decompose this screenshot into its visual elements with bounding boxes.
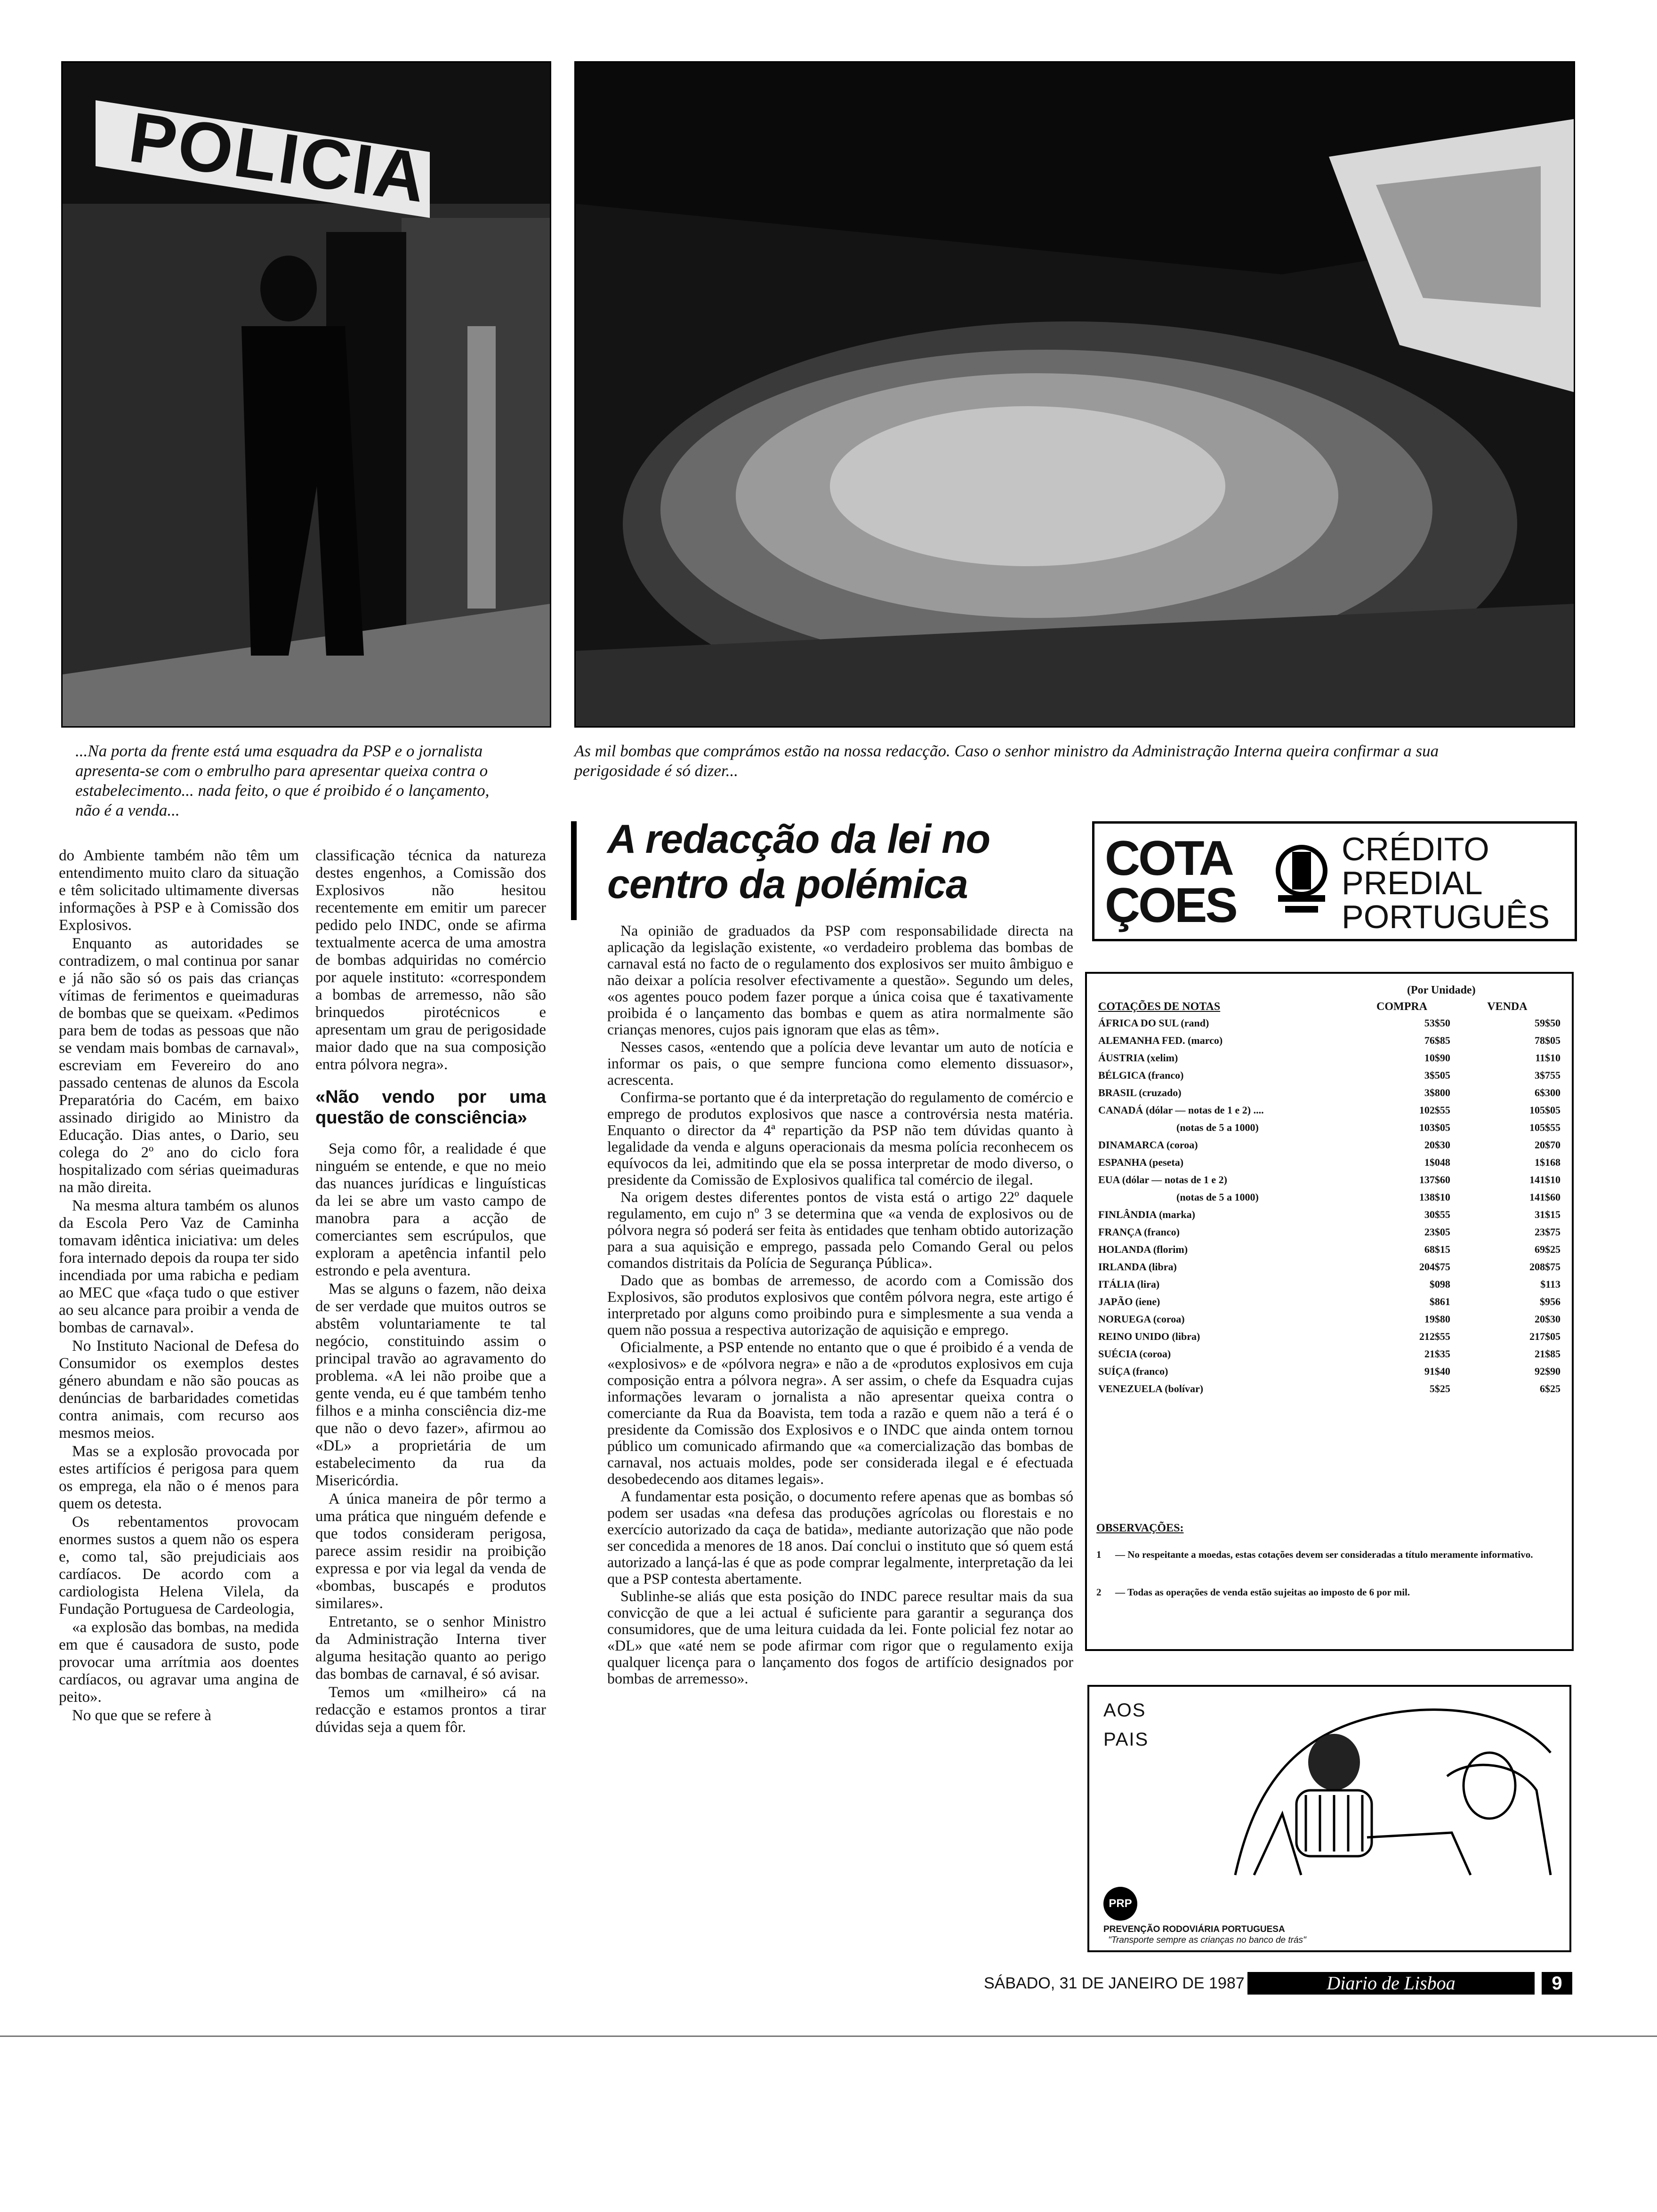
- currency-venda: 21$85: [1535, 1347, 1560, 1360]
- currency-name: CANADÁ (dólar — notas de 1 e 2) ....: [1098, 1104, 1264, 1116]
- currency-name: FRANÇA (franco): [1098, 1226, 1180, 1238]
- article-paragraph: Temos um «milheiro» cá na redacção e estamos prontos a tirar dúvidas seja a quem fôr.: [315, 1684, 546, 1736]
- bombs-pile-illustration: [576, 63, 1574, 726]
- currency-venda: 217$05: [1529, 1330, 1560, 1342]
- currency-venda: 78$05: [1535, 1034, 1560, 1046]
- observacao-text: — Todas as operações de venda estão sujeitas ao imposto de 6 por mil.: [1115, 1587, 1410, 1598]
- article-paragraph: Sublinhe-se aliás que esta posição do INDC parece resultar mais da sua convicção de que a lei actual é suficiente para garantir a segurança dos consumidores, que de uma leitura cuidada da lei. Fonte policial fez notar ao «DL» que «até nem se pode afirmar com rigor que o regulamento exija qualquer licença para o lançamento dos fogos de artifício designados por bombas de arremesso».: [607, 1587, 1073, 1687]
- article-paragraph: Na origem destes diferentes pontos de vista está o artigo 22º daquele regulamento, em cujo nº 3 se determina que «a venda de explosivos ou de pólvora negra só poderá ser feita às entidades que tenham obtido autorização para a sua aquisição e emprego, passada pelo Comando Geral ou pelos comandos distritais da Polícia de Segurança Pública».: [607, 1188, 1073, 1271]
- observacoes-title: OBSERVAÇÕES:: [1096, 1522, 1184, 1534]
- currency-compra: 102$55: [1419, 1104, 1450, 1116]
- ad-slogan: "Transporte sempre as crianças no banco de trás": [1108, 1935, 1306, 1945]
- currency-name: ITÁLIA (lira): [1098, 1278, 1160, 1290]
- ad-line2: PAIS: [1103, 1729, 1149, 1750]
- page-number: 9: [1552, 1973, 1562, 1994]
- table-row: [1096, 1275, 1562, 1293]
- cotacoes-rows: [1096, 1014, 1562, 1397]
- table-row: [1096, 1380, 1562, 1397]
- observacao-text: — No respeitante a moedas, estas cotações devem ser consideradas a título meramente informativo.: [1115, 1549, 1533, 1560]
- table-row: [1096, 1066, 1562, 1084]
- currency-venda: 105$05: [1529, 1104, 1560, 1116]
- article-paragraph: Enquanto as autoridades se contradizem, o mal continua por sanar e já não são só os pais das crianças vítimas de ferimentos e queimaduras de bombas que se queixam. «Pedimos para bem de todas as pessoas que não se vendam mais bombas de carnaval», escreviam em Fevereiro do ano passado centenas de alunos da Escola Preparatória do Cacém, em baixo assinado dirigido ao Ministro da Educação. Dias antes, o Dario, seu colega do 2º ano do ciclo fora hospitalizado com sérias queimaduras na mão direita.: [59, 935, 299, 1196]
- currency-venda: 20$70: [1535, 1138, 1560, 1151]
- header-compra: COMPRA: [1376, 1001, 1428, 1013]
- currency-name: EUA (dólar — notas de 1 e 2): [1098, 1173, 1227, 1186]
- currency-name: SUÍÇA (franco): [1098, 1365, 1168, 1377]
- table-row: [1096, 1362, 1562, 1380]
- currency-compra: 23$05: [1424, 1226, 1450, 1238]
- bank-name-line2: PREDIAL: [1342, 865, 1483, 901]
- currency-compra: 21$35: [1424, 1347, 1450, 1360]
- photo-police-door: [61, 61, 551, 728]
- currency-name: (notas de 5 a 1000): [1176, 1191, 1259, 1203]
- article-paragraph: Nesses casos, «entendo que a polícia deve levantar um auto de notícia e informar os pais, o que sempre funciona como elemento dissuasor», acrescenta.: [607, 1038, 1073, 1088]
- currency-name: NORUEGA (coroa): [1098, 1313, 1185, 1325]
- currency-compra: 3$505: [1424, 1069, 1450, 1081]
- table-row: [1096, 1136, 1562, 1154]
- table-row: [1096, 1084, 1562, 1101]
- photo-right-caption: As mil bombas que comprámos estão na nossa redacção. Caso o senhor ministro da Administração Interna queira confirmar a sua perigosidade é só dizer...: [574, 742, 1439, 780]
- currency-compra: 19$80: [1424, 1313, 1450, 1325]
- table-row: [1096, 1345, 1562, 1362]
- currency-venda: 31$15: [1535, 1208, 1560, 1220]
- header-cotacoes: COTAÇÕES DE NOTAS: [1098, 1001, 1221, 1013]
- observacao-2: [1096, 1586, 1558, 1599]
- currency-compra: 204$75: [1419, 1260, 1450, 1273]
- currency-compra: 53$50: [1424, 1017, 1450, 1029]
- photo-left-caption: ...Na porta da frente está uma esquadra da PSP e o jornalista apresenta-se com o embrulho para apresentar queixa contra o estabelecimento... nada feito, o que é proibido é o lançamento, não é a venda...: [75, 742, 490, 819]
- observacao-number: 1: [1096, 1549, 1102, 1560]
- bank-name-line1: CRÉDITO: [1342, 831, 1489, 867]
- article2-headline: A redacção da lei no centro da polémica: [607, 817, 990, 907]
- photo-bombs-pile: [574, 61, 1575, 728]
- table-row: [1096, 1049, 1562, 1066]
- currency-compra: 103$05: [1419, 1121, 1450, 1133]
- currency-name: HOLANDA (florim): [1098, 1243, 1188, 1255]
- currency-venda: 20$30: [1535, 1313, 1560, 1325]
- footer-page-number: [1542, 1972, 1572, 1995]
- header-venda: VENDA: [1487, 1001, 1528, 1013]
- table-row: [1096, 1328, 1562, 1345]
- currency-compra: 137$60: [1419, 1173, 1450, 1186]
- currency-venda: 141$10: [1529, 1173, 1560, 1186]
- footer-masthead-bar: [1247, 1972, 1535, 1995]
- footer-paper-name: Diario de Lisboa: [1327, 1972, 1456, 1994]
- article-paragraph: Confirma-se portanto que é da interpretação do regulamento de comércio e emprego de produtos explosivos que nasce a controvérsia nesta matéria. Enquanto o director da 4ª repartição da PSP não tem dúvidas quanto à legalidade da venda e alguns operacionais da mesma polícia reconhecem os equívocos da lei, admitindo que ela se possa interpretar de modo diverso, o presidente da Comissão de Explosivos qualifica tal comércio de ilegal.: [607, 1089, 1073, 1188]
- table-row: [1096, 1223, 1562, 1241]
- currency-venda: 6$25: [1540, 1382, 1560, 1395]
- currency-compra: 30$55: [1424, 1208, 1450, 1220]
- cotacoes-logo-line2: ÇOES: [1105, 878, 1236, 933]
- table-row: [1096, 1241, 1562, 1258]
- table-row: [1096, 1258, 1562, 1275]
- prp-logo-text: PRP: [1109, 1897, 1132, 1910]
- article-paragraph: Na mesma altura também os alunos da Escola Pero Vaz de Caminha tomavam idêntica iniciativa: um deles fora internado depois da roupa ter sido incendiada por uma rabicha e pediam ao MEC que «faça tudo o que estiver ao seu alcance para proibir a venda de bombas de carnaval».: [59, 1197, 299, 1336]
- article-paragraph: No Instituto Nacional de Defesa do Consumidor os exemplos destes género abundam e não são poucas as denúncias de barbaridades cometidas contra animais, com recurso aos mesmos meios.: [59, 1338, 299, 1442]
- currency-name: VENEZUELA (bolívar): [1098, 1382, 1204, 1395]
- currency-name: (notas de 5 a 1000): [1176, 1121, 1259, 1133]
- article-paragraph: Mas se alguns o fazem, não deixa de ser verdade que muitos outros se abstêm voluntariamente te tal negócio, constituindo assim o principal travão ao agravamento do problema. «A lei não proibe que a gente venda, eu é que também tenho filhos e a minha consciência diz-me que não o devo fazer», afirmou ao «DL» a proprietária de um estabelecimento da rua da Misericórdia.: [315, 1281, 546, 1489]
- currency-compra: 68$15: [1424, 1243, 1450, 1255]
- article-paragraph: Entretanto, se o senhor Ministro da Administração Interna tiver alguma hesitação quanto ao perigo das bombas de carnaval, é só avisar.: [315, 1613, 546, 1683]
- currency-compra: 5$25: [1429, 1382, 1450, 1395]
- article1-column2: [315, 847, 546, 1737]
- currency-venda: 105$55: [1529, 1121, 1560, 1133]
- currency-name: BÉLGICA (franco): [1098, 1069, 1184, 1081]
- ad-org: PREVENÇÃO RODOVIÁRIA PORTUGUESA: [1103, 1924, 1285, 1934]
- article-paragraph: No que que se refere à: [72, 1707, 211, 1724]
- bottom-rule: [0, 2036, 1657, 2037]
- article-paragraph: Oficialmente, a PSP entende no entanto que o que é proibido é a venda de «explosivos» e de «pólvora negra» e não a de «produtos explosivos em cuja composição entra a pólvora negra». A ser assim, o chefe da Esquadra cujas informações levaram o jornalista a não apresentar queixa contra o comerciante da Rua da Boavista, tem toda a razão e quem não a terá é o presidente da Comissão dos Explosivos e o INDC que ainda ontem tornou público um comunicado afirmando que «a comercialização das bombas de carnaval, nos actuais moldes, pode ser considerada ilegal e é efectuada desobedecendo aos ditames legais».: [607, 1338, 1073, 1487]
- currency-compra: $861: [1429, 1295, 1450, 1307]
- currency-name: ESPANHA (peseta): [1098, 1156, 1184, 1168]
- article1-column1: [59, 847, 299, 1725]
- currency-compra: 20$30: [1424, 1138, 1450, 1151]
- currency-venda: 59$50: [1535, 1017, 1560, 1029]
- cotacoes-table-box: [1085, 972, 1574, 1651]
- cotacoes-table: [1096, 1000, 1562, 1397]
- table-row: [1096, 1014, 1562, 1032]
- cotacoes-table-wrap: [1096, 1000, 1562, 1397]
- article-paragraph: do Ambiente também não têm um entendimento muito claro da situação e têm solicitado ultimamente diversas informações à PSP e à Comissão dos Explosivos.: [59, 847, 299, 934]
- table-row: [1096, 1206, 1562, 1223]
- currency-venda: 69$25: [1535, 1243, 1560, 1255]
- currency-venda: $113: [1540, 1278, 1560, 1290]
- currency-venda: $956: [1540, 1295, 1560, 1307]
- article-paragraph: Os rebentamentos provocam enormes sustos a quem não os espera e, como tal, são prejudiciais aos cardíacos. De acordo com a cardiologista Helena Vilela, da Fundação Portuguesa de Cardeologia,: [59, 1514, 299, 1618]
- observacao-number: 2: [1096, 1587, 1102, 1598]
- article-paragraph: Na opinião de graduados da PSP com responsabilidade directa na aplicação da legislação existente, «o verdadeiro problema das bombas de carnaval está no facto de o regulamento dos explosivos ser muito âmbiguo e não deixar a polícia resolver efectivamente a questão». Segundo um deles, «os agentes pouco podem fazer porque a única coisa que é taxativamente proibida é o lançamento das bombas e quem as atira normalmente são crianças menores, cujos pais ignoram que elas as têm».: [607, 922, 1073, 1038]
- article1-subhead: «Não vendo por uma questão de consciência»: [315, 1087, 546, 1128]
- child-in-car-illustration: [1226, 1696, 1560, 1884]
- currency-name: ALEMANHA FED. (marco): [1098, 1034, 1223, 1046]
- police-sign: POLICIA: [124, 97, 433, 217]
- table-row: [1096, 1119, 1562, 1136]
- currency-name: DINAMARCA (coroa): [1098, 1138, 1198, 1151]
- cotacoes-logo-box: [1092, 821, 1577, 941]
- article2-body: [607, 922, 1073, 1688]
- table-row: [1096, 1101, 1562, 1119]
- table-row: [1096, 1188, 1562, 1206]
- bank-name-line3: PORTUGUÊS: [1342, 898, 1550, 935]
- currency-name: BRASIL (cruzado): [1098, 1086, 1182, 1098]
- table-row: [1096, 1154, 1562, 1171]
- currency-compra: $098: [1429, 1278, 1450, 1290]
- currency-venda: 141$60: [1529, 1191, 1560, 1203]
- article-paragraph: A única maneira de pôr termo a uma prática que ninguém defende e que todos consideram perigosa, parece assim residir na proibição expressa e por via legal da venda de «bombas, buscapés e produtos similares».: [315, 1491, 546, 1612]
- table-header-row: [1096, 1000, 1562, 1014]
- article-paragraph: A fundamentar esta posição, o documento refere apenas que as bombas só podem ser usadas «na defesa das produções agrícolas ou florestais e no exercício autorizado da caça de batida», mediante autorização que não pode ser concedida a menores de 18 anos. Daí conclui o instituto que só quem está autorizado a lançá-las é que as pode comprar legalmente, interpretação da lei que a PSP contesta abertamente.: [607, 1488, 1073, 1587]
- table-row: [1096, 1310, 1562, 1328]
- observacao-1: [1096, 1548, 1558, 1561]
- article-paragraph: «a explosão das bombas, na medida em que é causadora de susto, pode provocar uma arrítmia aos doentes cardíacos, ou agravar uma angina de peito».: [59, 1619, 299, 1706]
- currency-name: FINLÂNDIA (marka): [1098, 1208, 1195, 1220]
- article-paragraph: classificação técnica da natureza destes engenhos, a Comissão dos Explosivos não hesitou recentemente em emitir um parecer pedido pelo INDC, onde se afirma textualmente acerca de uma amostra de bombas adquiridas no comércio por aquele instituto: «correspondem a bombas de arremesso, não são brinquedos pirotécnicos e apresentam um grau de perigosidade maior dado que na sua composição entra pólvora negra».: [315, 847, 546, 1073]
- article-paragraph: Mas se a explosão provocada por estes artifícios é perigosa para quem os emprega, ela não o é menos para quem os detesta.: [59, 1443, 299, 1512]
- currency-compra: 3$800: [1424, 1086, 1450, 1098]
- currency-compra: 10$90: [1424, 1051, 1450, 1064]
- table-row: [1096, 1032, 1562, 1049]
- currency-venda: 92$90: [1535, 1365, 1560, 1377]
- currency-name: JAPÃO (iene): [1098, 1295, 1160, 1307]
- currency-venda: 1$168: [1535, 1156, 1560, 1168]
- currency-compra: 91$40: [1424, 1365, 1450, 1377]
- ad-aos-pais: [1087, 1685, 1571, 1952]
- article2-rule: [571, 821, 577, 920]
- currency-venda: 23$75: [1535, 1226, 1560, 1238]
- currency-name: SUÉCIA (coroa): [1098, 1347, 1171, 1360]
- currency-venda: 11$10: [1535, 1051, 1560, 1064]
- table-row: [1096, 1171, 1562, 1188]
- currency-venda: 6$300: [1535, 1086, 1560, 1098]
- currency-compra: 138$10: [1419, 1191, 1450, 1203]
- currency-compra: 1$048: [1424, 1156, 1450, 1168]
- article-paragraph: Seja como fôr, a realidade é que ninguém se entende, e que no meio das nuances jurídicas e linguísticas da lei se abre um vasto campo de manobra para a acção de comerciantes sem escrúpulos, que exploram a apetência infantil pelo estrondo e pela aventura.: [315, 1140, 546, 1279]
- currency-name: ÁFRICA DO SUL (rand): [1098, 1017, 1209, 1029]
- currency-name: REINO UNIDO (libra): [1098, 1330, 1200, 1342]
- credito-predial-logo-icon: [1269, 842, 1335, 922]
- unit-note: (Por Unidade): [1407, 984, 1476, 996]
- currency-compra: 212$55: [1419, 1330, 1450, 1342]
- currency-venda: 3$755: [1535, 1069, 1560, 1081]
- currency-name: ÁUSTRIA (xelim): [1098, 1051, 1178, 1064]
- cotacoes-logo-line1: COTA: [1105, 831, 1232, 886]
- currency-compra: 76$85: [1424, 1034, 1450, 1046]
- ad-line1: AOS: [1103, 1700, 1146, 1721]
- currency-name: IRLANDA (libra): [1098, 1260, 1177, 1273]
- article-paragraph: Dado que as bombas de arremesso, de acordo com a Comissão dos Explosivos, são produtos explosivos que contêm pólvora negra, este artigo é interpretado por alguns como proibindo pura e simplesmente a sua venda a quem não possua a respectiva autorização de aquisição e emprego.: [607, 1272, 1073, 1338]
- table-row: [1096, 1293, 1562, 1310]
- prp-logo: [1103, 1887, 1137, 1921]
- footer-date: SÁBADO, 31 DE JANEIRO DE 1987: [984, 1974, 1245, 1992]
- currency-venda: 208$75: [1529, 1260, 1560, 1273]
